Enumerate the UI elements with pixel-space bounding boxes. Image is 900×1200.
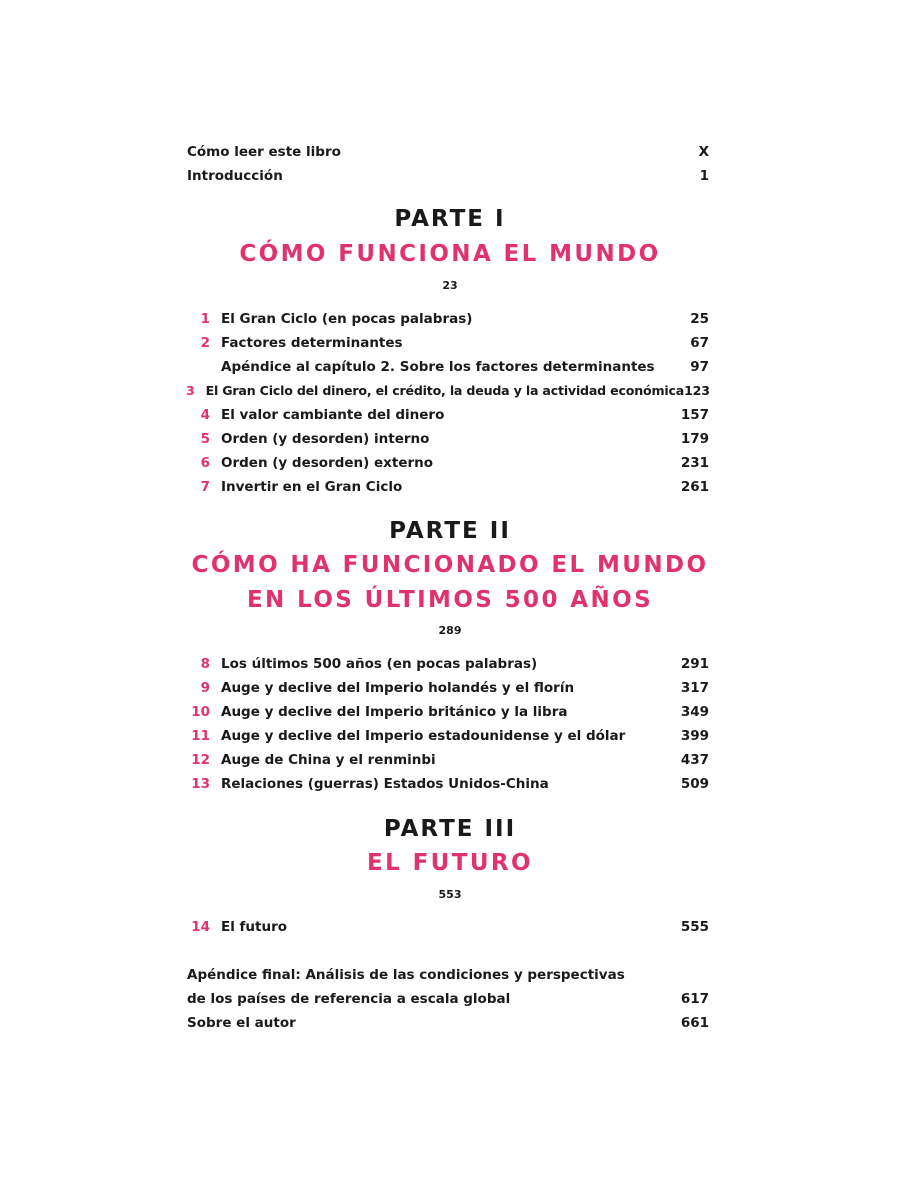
chapter-title: Auge y declive del Imperio holandés y el florín: [221, 680, 575, 696]
entry-title: Cómo leer este libro: [187, 144, 341, 160]
chapter-entry: [186, 654, 709, 674]
chapter-page: 349: [680, 704, 709, 720]
chapter-title: El Gran Ciclo (en pocas palabras): [221, 311, 473, 327]
entry-page: 617: [680, 991, 709, 1007]
part-page: 289: [438, 624, 462, 637]
chapter-page: 123: [684, 383, 710, 398]
chapter-entry: [186, 702, 709, 722]
chapter-title: Auge y declive del Imperio británico y la libra: [221, 704, 568, 720]
entry-page: 1: [699, 168, 709, 184]
entry-page: 661: [680, 1015, 709, 1031]
chapter-entry: [186, 309, 709, 329]
chapter-entry: [186, 678, 709, 698]
part-title: CÓMO FUNCIONA EL MUNDO: [239, 241, 661, 267]
chapter-page: 291: [680, 656, 709, 672]
chapter-entry: [186, 750, 709, 770]
chapter-number: 2: [200, 335, 210, 351]
chapter-page: 317: [680, 680, 709, 696]
chapter-page: 67: [690, 335, 709, 351]
entry-title: de los países de referencia a escala global: [187, 991, 511, 1007]
toc-entry: [187, 1013, 709, 1033]
chapter-entry: [186, 357, 709, 377]
chapter-page: 25: [690, 311, 709, 327]
chapter-number: 14: [191, 919, 210, 935]
chapter-number: 3: [186, 383, 195, 398]
chapter-number: 5: [200, 431, 210, 447]
chapter-page: 261: [680, 479, 709, 495]
entry-title: Introducción: [187, 168, 283, 184]
chapter-page: 179: [680, 431, 709, 447]
part-page: 553: [438, 888, 462, 901]
chapter-number: 11: [191, 728, 210, 744]
chapter-page: 157: [680, 407, 709, 423]
chapter-entry: [186, 405, 709, 425]
chapter-entry: [186, 429, 709, 449]
chapter-page: 509: [680, 776, 709, 792]
chapter-title: El valor cambiante del dinero: [221, 407, 445, 423]
chapter-page: 399: [680, 728, 709, 744]
part-title: EN LOS ÚLTIMOS 500 AÑOS: [246, 587, 654, 613]
toc-entry: [187, 965, 709, 985]
chapter-page: 437: [680, 752, 709, 768]
chapter-number: 10: [191, 704, 210, 720]
toc-entry: [187, 989, 709, 1009]
part-title: CÓMO HA FUNCIONADO EL MUNDO: [191, 552, 709, 578]
chapter-number: 12: [191, 752, 210, 768]
entry-page: X: [698, 144, 709, 160]
chapter-number: 1: [200, 311, 210, 327]
part-label: PARTE I: [394, 206, 506, 232]
part-page: 23: [442, 279, 458, 292]
toc-entry: [187, 166, 709, 186]
chapter-entry: [186, 381, 709, 401]
chapter-entry: [186, 917, 709, 937]
chapter-number: 4: [200, 407, 210, 423]
chapter-page: 231: [680, 455, 709, 471]
chapter-title: El Gran Ciclo del dinero, el crédito, la deuda y la actividad económica: [205, 383, 685, 398]
chapter-title: Auge y declive del Imperio estadounidense y el dólar: [221, 728, 626, 744]
chapter-title: El futuro: [221, 919, 288, 935]
chapter-page: 97: [690, 359, 709, 375]
chapter-title: Auge de China y el renminbi: [221, 752, 436, 768]
chapter-page: 555: [680, 919, 709, 935]
chapter-title: Los últimos 500 años (en pocas palabras): [221, 656, 538, 672]
entry-title: Sobre el autor: [187, 1015, 296, 1031]
chapter-title: Invertir en el Gran Ciclo: [221, 479, 403, 495]
chapter-entry: [186, 774, 709, 794]
chapter-title: Orden (y desorden) interno: [221, 431, 430, 447]
chapter-title: Relaciones (guerras) Estados Unidos-China: [221, 776, 549, 792]
part-label: PARTE III: [383, 816, 517, 842]
chapter-entry: [186, 333, 709, 353]
chapter-title: Factores determinantes: [221, 335, 403, 351]
chapter-title: Apéndice al capítulo 2. Sobre los factores determinantes: [221, 359, 655, 375]
chapter-number: 8: [200, 656, 210, 672]
chapter-entry: [186, 453, 709, 473]
chapter-number: 7: [200, 479, 210, 495]
entry-title: Apéndice final: Análisis de las condiciones y perspectivas: [187, 967, 625, 983]
chapter-number: 13: [191, 776, 210, 792]
chapter-entry: [186, 726, 709, 746]
chapter-number: 9: [200, 680, 210, 696]
chapter-entry: [186, 477, 709, 497]
chapter-number: 6: [200, 455, 210, 471]
chapter-title: Orden (y desorden) externo: [221, 455, 434, 471]
part-title: EL FUTURO: [367, 850, 533, 876]
part-label: PARTE II: [389, 518, 511, 544]
toc-entry: [187, 142, 709, 162]
